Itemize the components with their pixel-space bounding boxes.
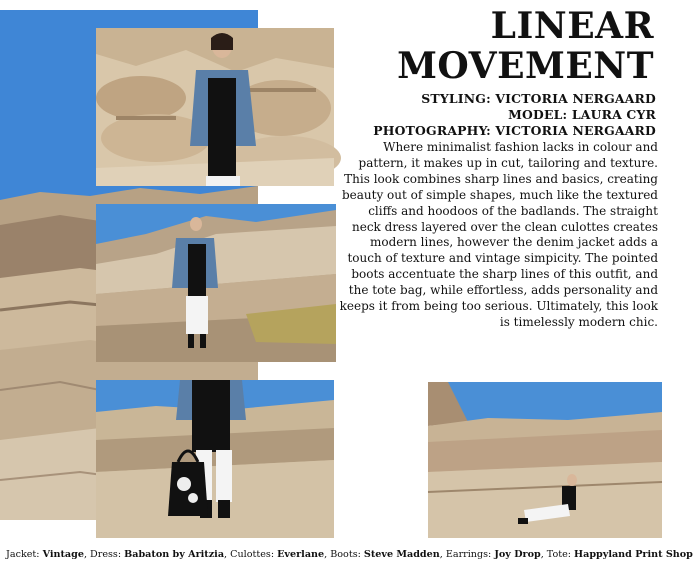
credits-block xyxy=(373,91,656,139)
credit-photography: PHOTOGRAPHY: VICTORIA NERGAARD xyxy=(373,123,656,138)
photo-model-sitting xyxy=(428,382,662,538)
caption-label: Earrings: xyxy=(445,549,495,560)
photo-model-tote-bag xyxy=(96,380,334,538)
caption-separator: , xyxy=(224,549,231,560)
caption-label: Boots: xyxy=(330,549,364,560)
caption-value: Joy Drop xyxy=(494,549,541,560)
article-title xyxy=(397,6,654,86)
caption-value: Babaton by Aritzia xyxy=(124,549,225,560)
caption-value: Steve Madden xyxy=(363,549,440,560)
caption-item-tote xyxy=(547,549,693,560)
title-line-1: LINEAR xyxy=(490,5,654,47)
caption-item-dress xyxy=(90,549,230,560)
caption-item-jacket xyxy=(6,549,90,560)
caption-separator: , xyxy=(540,549,547,560)
photo-model-standing-badlands xyxy=(96,204,336,362)
credit-styling: STYLING: VICTORIA NERGAARD xyxy=(421,91,656,106)
caption-item-culottes xyxy=(230,549,330,560)
caption-separator: , xyxy=(324,549,331,560)
caption-label: Jacket: xyxy=(6,549,43,560)
photo-model-closeup xyxy=(96,28,334,186)
article-body: Where minimalist fashion lacks in colour and pattern, it makes up in cut, tailoring and texture. This look combines sharp lines and basics, creating beauty out of simple shapes, much like the textured cliffs and hoodoos of the badlands. The straight neck dress layered over the clean culottes creates modern lines, however the denim jacket adds a touch of texture and vintage simpicity. The pointed boots accentuate the sharp lines of this outfit, and the tote bag, while effortless, adds personality and keeps it from being too serious. Ultimately, this look is timelessly modern chic. xyxy=(339,140,658,329)
caption-item-boots xyxy=(330,549,446,560)
caption-value: Everlane xyxy=(277,549,325,560)
caption-value: Happyland Print Shop xyxy=(574,549,693,560)
caption-value: Vintage xyxy=(42,549,84,560)
credit-model: MODEL: LAURA CYR xyxy=(508,107,656,122)
outfit-caption xyxy=(6,548,693,562)
caption-label: Dress: xyxy=(90,549,125,560)
caption-label: Culottes: xyxy=(230,549,278,560)
caption-separator: , xyxy=(83,549,91,560)
title-line-2: MOVEMENT xyxy=(397,45,654,87)
caption-label: Tote: xyxy=(546,549,575,560)
caption-item-earrings xyxy=(446,549,547,560)
caption-separator: , xyxy=(439,549,446,560)
